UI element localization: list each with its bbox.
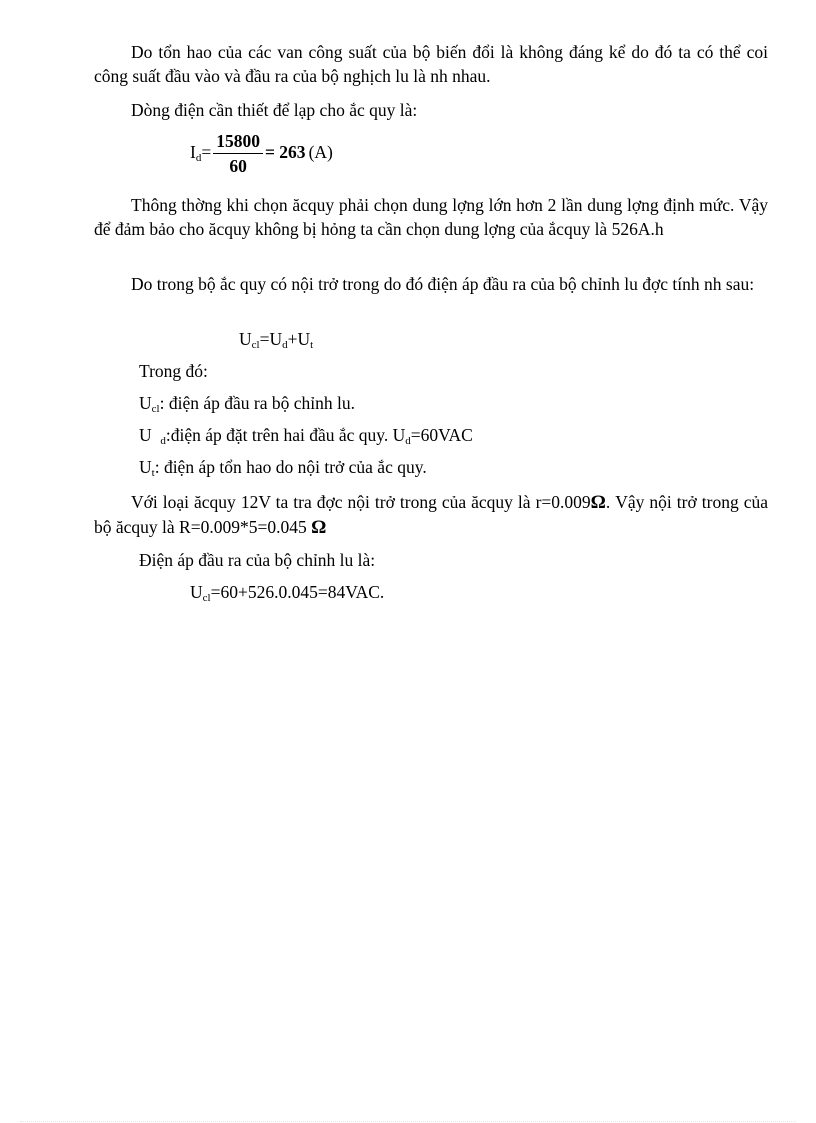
omega-symbol: Ω bbox=[590, 492, 606, 513]
eq3-text: =60+526.0.045=84VAC. bbox=[210, 582, 385, 602]
paragraph-power-loss: Do tổn hao của các van công suất của bộ biến đổi là không đáng kể do đó ta có thể coi công suất đầu vào và đầu ra của bộ nghịch lu là nh nhau. bbox=[94, 42, 768, 86]
omega-symbol-2: Ω bbox=[311, 517, 327, 538]
def2-sub: d bbox=[160, 435, 166, 447]
eq2-term-a-sub: cl bbox=[251, 339, 260, 351]
page-bottom-rule bbox=[20, 1121, 796, 1122]
eq3-sub: cl bbox=[202, 592, 211, 604]
p6-text2: . Vậy nội trở trong của bộ ăcquy là R=0.009*5=0.045 bbox=[94, 492, 769, 537]
def2-text: :điện áp đặt trên hai đầu ắc quy. U bbox=[165, 425, 406, 445]
paragraph-capacity-choice: Thông thờng khi chọn ăcquy phải chọn dung lợng lớn hơn 2 lần dung lợng định mức. Vậy để đảm bảo cho ăcquy không bị hỏng ta cần chọn dung lợng của ắcquy là 526A.h bbox=[94, 195, 768, 239]
equation-output-voltage-value bbox=[190, 580, 384, 604]
fraction-denominator: 60 bbox=[229, 156, 247, 177]
eq-result: = 263 bbox=[264, 142, 306, 162]
def1-symbol: U bbox=[139, 393, 152, 413]
paragraph-where: Trong đó: bbox=[139, 361, 208, 381]
fraction bbox=[213, 130, 263, 177]
eq2-term-c-sub: t bbox=[310, 339, 314, 351]
def3-symbol: U bbox=[139, 457, 152, 477]
def2-symbol: U bbox=[139, 425, 161, 445]
paragraph-output-voltage-intro: Điện áp đầu ra của bộ chỉnh lu là: bbox=[139, 550, 376, 570]
equation-charge-current bbox=[190, 128, 333, 177]
p6-text: Với loại ăcquy 12V ta tra đợc nội trở trong của ăcquy là r=0.009 bbox=[131, 492, 591, 512]
eq2-term-b: =U bbox=[259, 329, 283, 349]
paragraph-charge-current-intro: Dòng điện cần thiết để lạp cho ắc quy là: bbox=[131, 100, 418, 120]
eq3-symbol: U bbox=[190, 582, 203, 602]
definition-ud bbox=[139, 423, 473, 447]
def3-text: : điện áp tổn hao do nội trở của ắc quy. bbox=[154, 457, 427, 477]
eq-unit: (A) bbox=[308, 142, 333, 162]
def1-sub: cl bbox=[151, 403, 160, 415]
fraction-numerator: 15800 bbox=[213, 130, 263, 154]
definition-ucl bbox=[139, 391, 355, 415]
eq2-term-c: +U bbox=[287, 329, 311, 349]
def1-text: : điện áp đầu ra bộ chỉnh lu. bbox=[159, 393, 355, 413]
equation-output-voltage bbox=[239, 327, 313, 351]
eq-equals: = bbox=[201, 142, 212, 162]
def2-sub2: d bbox=[405, 435, 411, 447]
paragraph-battery-resistance bbox=[94, 490, 768, 540]
eq2-term-b-sub: d bbox=[282, 339, 288, 351]
eq-lhs: I bbox=[190, 142, 196, 162]
eq-lhs-sub: d bbox=[195, 152, 202, 164]
definition-ut bbox=[139, 455, 427, 479]
def2-text2: =60VAC bbox=[410, 425, 473, 445]
paragraph-internal-resistance: Do trong bộ ắc quy có nội trở trong do đó điện áp đầu ra của bộ chỉnh lu đợc tính nh sau: bbox=[131, 274, 755, 294]
eq2-term-a: U bbox=[239, 329, 252, 349]
def3-sub: t bbox=[151, 467, 155, 479]
